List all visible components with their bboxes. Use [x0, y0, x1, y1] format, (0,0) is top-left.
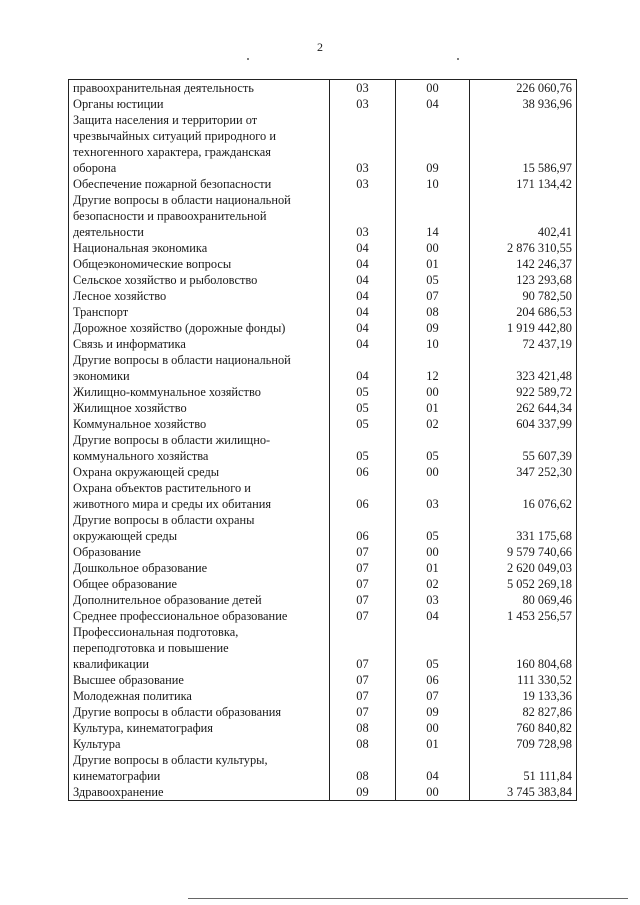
section-code-cell: 04 [330, 320, 396, 336]
page-number: 2 [317, 40, 323, 54]
row-name-line: квалификации [73, 657, 150, 671]
table-row [69, 432, 577, 464]
table-row [69, 352, 577, 384]
subsection-code-cell: 09 [396, 112, 470, 176]
budget-table-body [69, 80, 577, 801]
subsection-code-cell: 03 [396, 480, 470, 512]
amount-cell: 72 437,19 [470, 336, 577, 352]
amount-cell: 90 782,50 [470, 288, 577, 304]
row-name-line: Транспорт [73, 305, 129, 319]
row-name-cell [69, 736, 330, 752]
row-name-cell [69, 176, 330, 192]
row-name-line: Дорожное хозяйство (дорожные фонды) [73, 321, 286, 335]
bottom-edge-line [188, 898, 628, 899]
table-row [69, 688, 577, 704]
subsection-code-cell: 02 [396, 576, 470, 592]
subsection-code-cell: 00 [396, 784, 470, 801]
amount-cell: 331 175,68 [470, 512, 577, 544]
amount-cell: 204 686,53 [470, 304, 577, 320]
section-code-cell: 04 [330, 352, 396, 384]
section-code-cell: 03 [330, 112, 396, 176]
amount-cell: 80 069,46 [470, 592, 577, 608]
row-name-cell [69, 240, 330, 256]
row-name-cell [69, 608, 330, 624]
amount-cell: 402,41 [470, 192, 577, 240]
row-name-line: Другие вопросы в области национальной [73, 353, 291, 367]
row-name-line: окружающей среды [73, 529, 178, 543]
row-name-line: Дополнительное образование детей [73, 593, 262, 607]
section-code-cell: 06 [330, 480, 396, 512]
row-name-cell [69, 288, 330, 304]
amount-cell: 160 804,68 [470, 624, 577, 672]
table-row [69, 96, 577, 112]
row-name-cell [69, 576, 330, 592]
row-name-cell [69, 304, 330, 320]
row-name-line: Молодежная политика [73, 689, 192, 703]
row-name-cell [69, 688, 330, 704]
amount-cell: 604 337,99 [470, 416, 577, 432]
subsection-code-cell: 00 [396, 464, 470, 480]
amount-cell: 16 076,62 [470, 480, 577, 512]
subsection-code-cell: 06 [396, 672, 470, 688]
row-name-line: Защита населения и территории от [73, 113, 258, 127]
subsection-code-cell: 00 [396, 544, 470, 560]
row-name-line: Среднее профессиональное образование [73, 609, 288, 623]
subsection-code-cell: 07 [396, 288, 470, 304]
table-row [69, 256, 577, 272]
table-row [69, 752, 577, 784]
row-name-line: Связь и информатика [73, 337, 186, 351]
row-name-line: Образование [73, 545, 141, 559]
table-row [69, 336, 577, 352]
row-name-line: Общеэкономические вопросы [73, 257, 232, 271]
subsection-code-cell: 10 [396, 336, 470, 352]
table-row [69, 544, 577, 560]
subsection-code-cell: 00 [396, 240, 470, 256]
row-name-cell [69, 320, 330, 336]
amount-cell: 1 919 442,80 [470, 320, 577, 336]
section-code-cell: 05 [330, 384, 396, 400]
row-name-line: Жилищно-коммунальное хозяйство [73, 385, 261, 399]
row-name-cell [69, 384, 330, 400]
row-name-cell [69, 432, 330, 464]
subsection-code-cell: 04 [396, 608, 470, 624]
table-row [69, 592, 577, 608]
table-row [69, 672, 577, 688]
section-code-cell: 04 [330, 240, 396, 256]
row-name-cell [69, 672, 330, 688]
section-code-cell: 07 [330, 576, 396, 592]
table-row [69, 192, 577, 240]
section-code-cell: 07 [330, 544, 396, 560]
row-name-cell [69, 352, 330, 384]
section-code-cell: 03 [330, 176, 396, 192]
row-name-line: Сельское хозяйство и рыболовство [73, 273, 258, 287]
row-name-line: Высшее образование [73, 673, 184, 687]
row-name-line: Другие вопросы в области культуры, [73, 753, 268, 767]
table-row [69, 416, 577, 432]
row-name-cell [69, 192, 330, 240]
scan-speck [247, 58, 249, 60]
row-name-cell [69, 720, 330, 736]
subsection-code-cell: 04 [396, 96, 470, 112]
subsection-code-cell: 05 [396, 432, 470, 464]
section-code-cell: 08 [330, 720, 396, 736]
scan-speck [457, 58, 459, 60]
table-row [69, 320, 577, 336]
row-name-line: Другие вопросы в области охраны [73, 513, 255, 527]
section-code-cell: 07 [330, 672, 396, 688]
subsection-code-cell: 08 [396, 304, 470, 320]
section-code-cell: 09 [330, 784, 396, 801]
table-row [69, 720, 577, 736]
amount-cell: 760 840,82 [470, 720, 577, 736]
section-code-cell: 04 [330, 288, 396, 304]
row-name-line: Профессиональная подготовка, [73, 625, 239, 639]
amount-cell: 262 644,34 [470, 400, 577, 416]
row-name-cell [69, 592, 330, 608]
subsection-code-cell: 05 [396, 272, 470, 288]
table-row [69, 176, 577, 192]
section-code-cell: 05 [330, 400, 396, 416]
subsection-code-cell: 14 [396, 192, 470, 240]
section-code-cell: 08 [330, 752, 396, 784]
amount-cell: 19 133,36 [470, 688, 577, 704]
subsection-code-cell: 07 [396, 688, 470, 704]
table-row [69, 240, 577, 256]
row-name-cell [69, 512, 330, 544]
row-name-line: Лесное хозяйство [73, 289, 167, 303]
amount-cell: 1 453 256,57 [470, 608, 577, 624]
row-name-line: Коммунальное хозяйство [73, 417, 207, 431]
section-code-cell: 06 [330, 512, 396, 544]
amount-cell: 82 827,86 [470, 704, 577, 720]
section-code-cell: 07 [330, 688, 396, 704]
subsection-code-cell: 05 [396, 512, 470, 544]
section-code-cell: 07 [330, 608, 396, 624]
row-name-cell [69, 400, 330, 416]
table-row [69, 576, 577, 592]
amount-cell: 171 134,42 [470, 176, 577, 192]
subsection-code-cell: 09 [396, 704, 470, 720]
amount-cell: 226 060,76 [470, 80, 577, 97]
table-row [69, 560, 577, 576]
subsection-code-cell: 10 [396, 176, 470, 192]
table-row [69, 736, 577, 752]
row-name-line: чрезвычайных ситуаций природного и [73, 129, 276, 143]
amount-cell: 111 330,52 [470, 672, 577, 688]
row-name-line: деятельности [73, 225, 144, 239]
row-name-cell [69, 560, 330, 576]
amount-cell: 15 586,97 [470, 112, 577, 176]
row-name-line: техногенного характера, гражданская [73, 145, 271, 159]
row-name-cell [69, 80, 330, 97]
amount-cell: 123 293,68 [470, 272, 577, 288]
table-row [69, 480, 577, 512]
row-name-cell [69, 416, 330, 432]
row-name-cell [69, 784, 330, 801]
row-name-line: Дошкольное образование [73, 561, 208, 575]
subsection-code-cell: 12 [396, 352, 470, 384]
section-code-cell: 04 [330, 272, 396, 288]
row-name-cell [69, 464, 330, 480]
row-name-line: Культура, кинематография [73, 721, 213, 735]
amount-cell: 5 052 269,18 [470, 576, 577, 592]
subsection-code-cell: 01 [396, 560, 470, 576]
table-row [69, 288, 577, 304]
section-code-cell: 03 [330, 80, 396, 97]
amount-cell: 323 421,48 [470, 352, 577, 384]
subsection-code-cell: 00 [396, 384, 470, 400]
table-row [69, 624, 577, 672]
row-name-line: оборона [73, 161, 117, 175]
subsection-code-cell: 09 [396, 320, 470, 336]
row-name-cell [69, 256, 330, 272]
row-name-line: кинематографии [73, 769, 161, 783]
row-name-cell [69, 480, 330, 512]
section-code-cell: 06 [330, 464, 396, 480]
row-name-line: Культура [73, 737, 121, 751]
amount-cell: 51 111,84 [470, 752, 577, 784]
section-code-cell: 07 [330, 592, 396, 608]
section-code-cell: 04 [330, 256, 396, 272]
row-name-line: экономики [73, 369, 130, 383]
section-code-cell: 07 [330, 624, 396, 672]
table-row [69, 464, 577, 480]
amount-cell: 55 607,39 [470, 432, 577, 464]
row-name-line: Здравоохранение [73, 785, 164, 799]
amount-cell: 38 936,96 [470, 96, 577, 112]
amount-cell: 9 579 740,66 [470, 544, 577, 560]
row-name-line: правоохранительная деятельность [73, 81, 254, 95]
row-name-cell [69, 752, 330, 784]
subsection-code-cell: 05 [396, 624, 470, 672]
table-row [69, 784, 577, 801]
amount-cell: 142 246,37 [470, 256, 577, 272]
section-code-cell: 08 [330, 736, 396, 752]
subsection-code-cell: 01 [396, 736, 470, 752]
subsection-code-cell: 02 [396, 416, 470, 432]
section-code-cell: 07 [330, 560, 396, 576]
row-name-line: Национальная экономика [73, 241, 208, 255]
amount-cell: 709 728,98 [470, 736, 577, 752]
subsection-code-cell: 01 [396, 400, 470, 416]
section-code-cell: 07 [330, 704, 396, 720]
row-name-cell [69, 624, 330, 672]
table-row [69, 608, 577, 624]
row-name-line: коммунального хозяйства [73, 449, 209, 463]
amount-cell: 2 876 310,55 [470, 240, 577, 256]
subsection-code-cell: 00 [396, 80, 470, 97]
section-code-cell: 03 [330, 192, 396, 240]
row-name-cell [69, 544, 330, 560]
amount-cell: 3 745 383,84 [470, 784, 577, 801]
row-name-line: животного мира и среды их обитания [73, 497, 272, 511]
section-code-cell: 04 [330, 304, 396, 320]
table-row [69, 304, 577, 320]
section-code-cell: 05 [330, 416, 396, 432]
subsection-code-cell: 03 [396, 592, 470, 608]
row-name-cell [69, 112, 330, 176]
row-name-line: Другие вопросы в области жилищно- [73, 433, 271, 447]
row-name-line: Охрана окружающей среды [73, 465, 220, 479]
table-row [69, 384, 577, 400]
row-name-line: Органы юстиции [73, 97, 164, 111]
table-row [69, 512, 577, 544]
table-row [69, 704, 577, 720]
amount-cell: 347 252,30 [470, 464, 577, 480]
subsection-code-cell: 01 [396, 256, 470, 272]
section-code-cell: 04 [330, 336, 396, 352]
table-row [69, 400, 577, 416]
table-row [69, 80, 577, 97]
row-name-line: Другие вопросы в области национальной [73, 193, 291, 207]
row-name-line: Общее образование [73, 577, 178, 591]
row-name-cell [69, 272, 330, 288]
row-name-line: переподготовка и повышение [73, 641, 229, 655]
row-name-line: Другие вопросы в области образования [73, 705, 282, 719]
amount-cell: 2 620 049,03 [470, 560, 577, 576]
budget-table [68, 79, 577, 801]
amount-cell: 922 589,72 [470, 384, 577, 400]
row-name-line: Охрана объектов растительного и [73, 481, 251, 495]
row-name-cell [69, 336, 330, 352]
table-row [69, 272, 577, 288]
row-name-cell [69, 96, 330, 112]
row-name-line: безопасности и правоохранительной [73, 209, 267, 223]
row-name-line: Обеспечение пожарной безопасности [73, 177, 272, 191]
row-name-line: Жилищное хозяйство [73, 401, 187, 415]
subsection-code-cell: 00 [396, 720, 470, 736]
section-code-cell: 03 [330, 96, 396, 112]
section-code-cell: 05 [330, 432, 396, 464]
table-row [69, 112, 577, 176]
row-name-cell [69, 704, 330, 720]
subsection-code-cell: 04 [396, 752, 470, 784]
